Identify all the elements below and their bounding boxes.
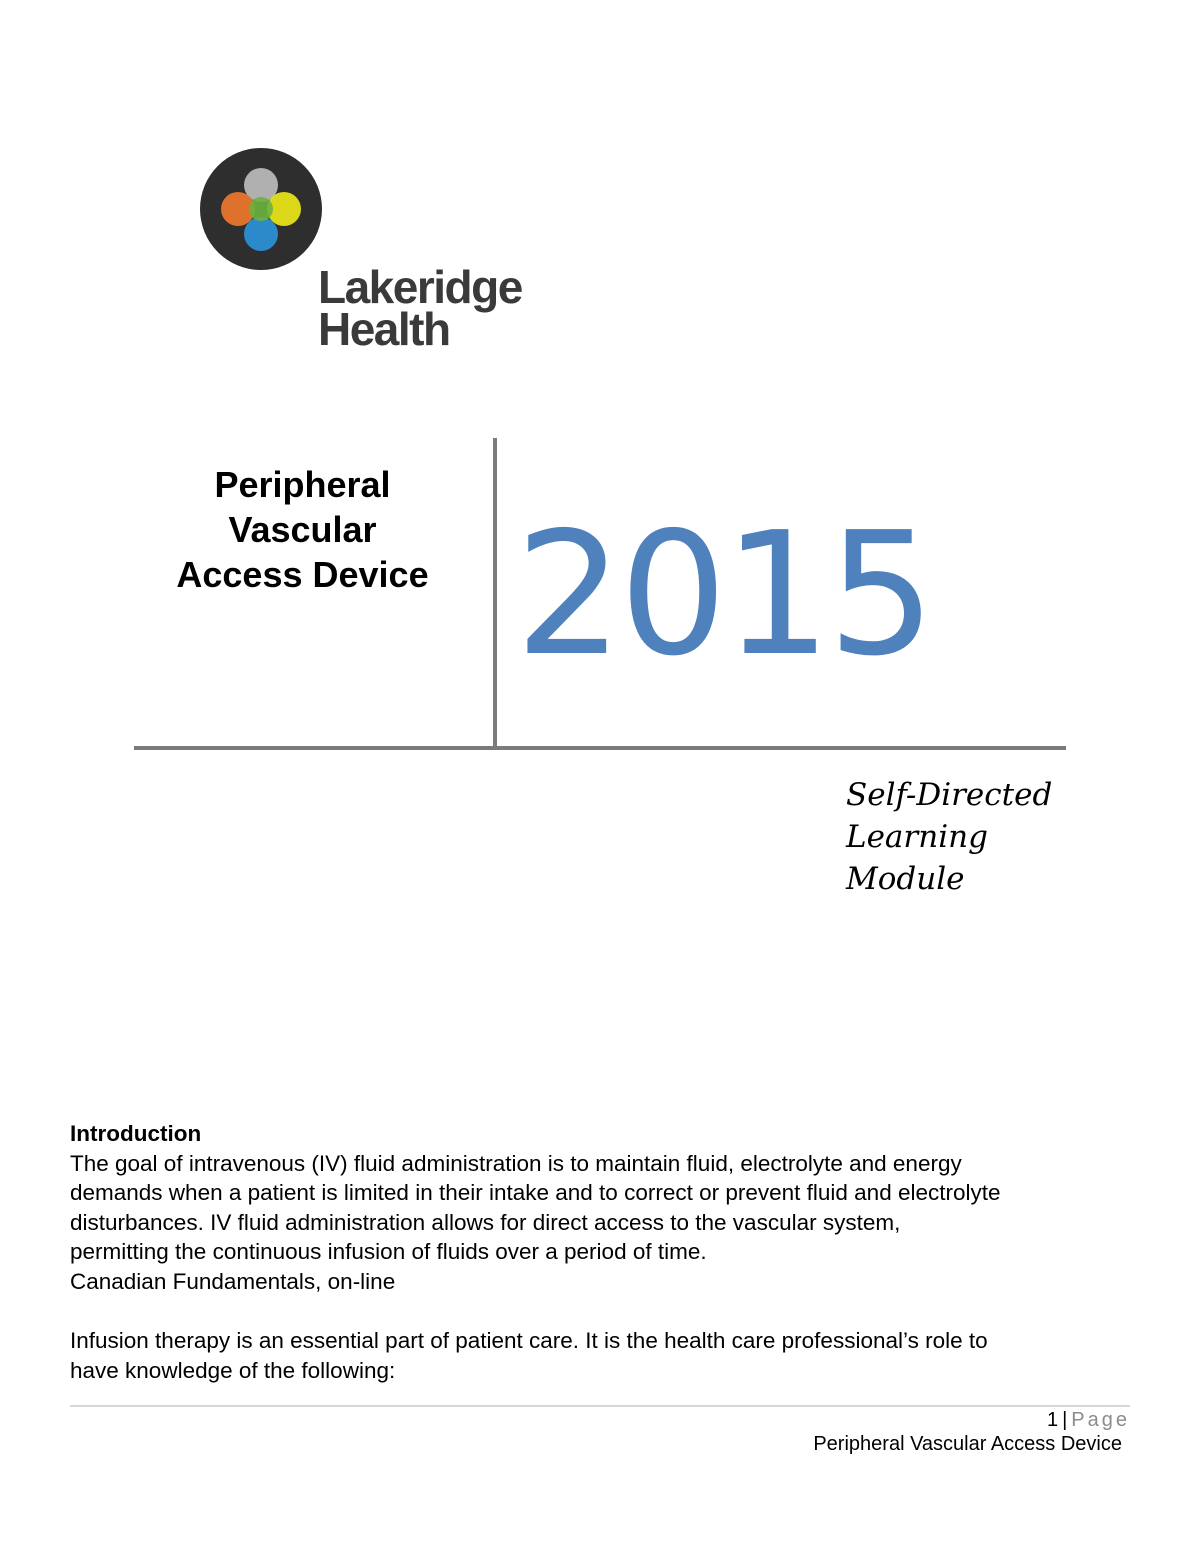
title-line1: Peripheral <box>214 464 391 505</box>
intro-para1-line3: disturbances. IV fluid administration allows for direct access to the vascular system, <box>70 1209 901 1235</box>
intro-source: Canadian Fundamentals, on-line <box>70 1268 396 1294</box>
intro-para2-line1: Infusion therapy is an essential part of patient care. It is the health care professional’s role to <box>70 1328 988 1354</box>
intro-para2-line2: have knowledge of the following: <box>70 1357 396 1383</box>
subtitle-line2: Learning <box>846 819 988 855</box>
module-subtitle <box>846 774 1052 900</box>
page-separator: | <box>1062 1409 1068 1431</box>
page-label: Page <box>1071 1409 1130 1431</box>
footer-document-title: Peripheral Vascular Access Device <box>813 1433 1122 1455</box>
year-label: 2015 <box>515 496 932 694</box>
document-title <box>150 462 455 597</box>
page-number-footer <box>1047 1408 1130 1432</box>
intro-para1-line4: permitting the continuous infusion of fluids over a period of time. <box>70 1239 707 1265</box>
title-line3: Access Device <box>176 554 429 595</box>
subtitle-line1: Self-Directed <box>846 777 1053 813</box>
introduction-section <box>70 1119 1140 1385</box>
paragraph-gap <box>70 1297 1140 1327</box>
horizontal-divider <box>134 746 1066 750</box>
footer-rule <box>70 1405 1130 1407</box>
subtitle-line3: Module <box>846 861 965 897</box>
introduction-heading: Introduction <box>70 1121 202 1146</box>
lakeridge-health-logo-text <box>318 261 522 355</box>
logo-name-line2: Health <box>318 303 450 355</box>
logo-name-line1: Lakeridge <box>318 261 522 313</box>
title-line2: Vascular <box>228 509 377 550</box>
intro-para1-line1: The goal of intravenous (IV) fluid administration is to maintain fluid, electrolyte and energy <box>70 1150 962 1176</box>
vertical-divider <box>493 438 497 750</box>
intro-para1-line2: demands when a patient is limited in their intake and to correct or prevent fluid and electrolyte <box>70 1180 1001 1206</box>
page-number: 1 <box>1046 1409 1059 1431</box>
lakeridge-health-logo-mark <box>200 148 322 270</box>
